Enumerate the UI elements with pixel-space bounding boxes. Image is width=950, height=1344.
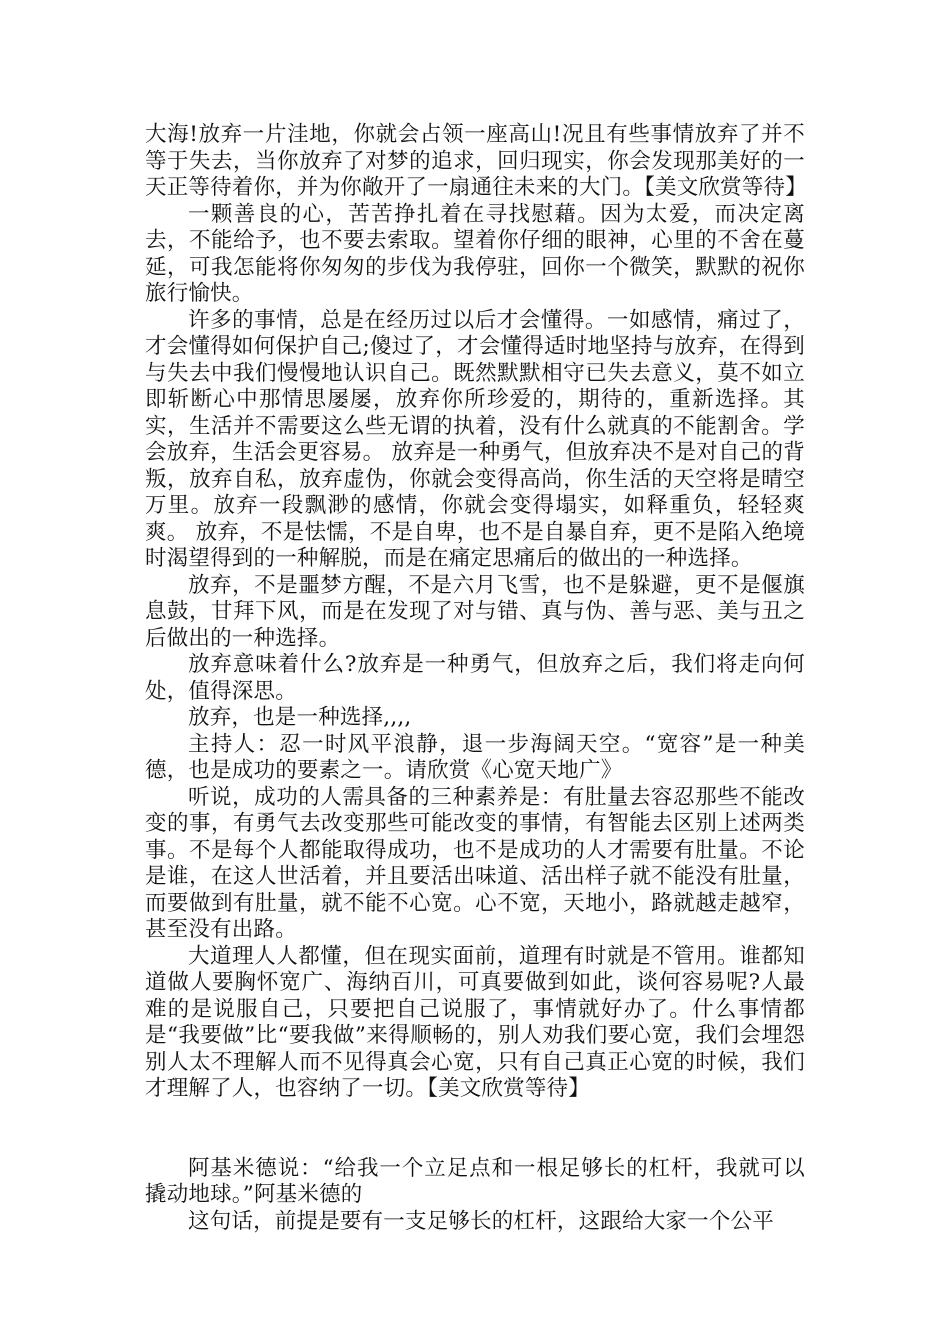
paragraph-7: 主持人：忍一时风平浪静，退一步海阔天空。“宽容”是一种美德，也是成功的要素之一。请欣赏《心宽天地广》: [145, 731, 805, 783]
paragraph-10: 阿基米德说：“给我一个立足点和一根足够长的杠杆，我就可以撬动地球。”阿基米德的: [145, 1155, 805, 1207]
paragraph-6: 放弃，也是一种选择,,,,: [188, 705, 412, 730]
paragraph-8: 听说，成功的人需具备的三种素养是：有肚量去容忍那些不能改变的事，有勇气去改变那些可能改变的事情，有智能去区别上述两类事。不是每个人都能取得成功，也不是成功的人才需要有肚量。不论是谁，在这人世活着，并且要活出味道、活出样子就不能没有肚量，而要做到有肚量，就不能不心宽。心不宽，天地小，路就越走越窄，甚至没有出路。: [145, 784, 805, 942]
paragraph-3: 许多的事情，总是在经历过以后才会懂得。一如感情，痛过了，才会懂得如何保护自己;傻过了，才会懂得适时地坚持与放弃，在得到与失去中我们慢慢地认识自己。既然默默相守已失去意义，莫不如立即斩断心中那情思屡屡，放弃你所珍爱的，期待的，重新选择。其实，生活并不需要这么些无谓的执着，没有什么就真的不能割舍。学会放弃，生活会更容易。 放弃是一种勇气，但放弃决不是对自己的背叛，放弃自私，放弃虚伪，你就会变得高尚，你生活的天空将是晴空万里。放弃一段飘渺的感情，你就会变得塌实，如释重负，轻轻爽爽。 放弃，不是怯懦，不是自卑，也不是自暴自弃，更不是陷入绝境时渴望得到的一种解脱，而是在痛定思痛后的做出的一种选择。: [145, 307, 805, 571]
document-body: [145, 122, 805, 1235]
paragraph-9: 大道理人人都懂，但在现实面前，道理有时就是不管用。谁都知道做人要胸怀宽广、海纳百川，可真要做到如此，谈何容易呢?人最难的是说服自己，只要把自己说服了，事情就好办了。什么事情都是“我要做”比“要我做”来得顺畅的，别人劝我们要心宽，我们会埋怨别人太不理解人而不见得真会心宽，只有自己真正心宽的时候，我们才理解了人，也容纳了一切。【美文欣赏等待】: [145, 943, 805, 1101]
blank-gap: [145, 1103, 805, 1156]
paragraph-1: 大海!放弃一片洼地，你就会占领一座高山!况且有些事情放弃了并不等于失去，当你放弃了对梦的追求，回归现实，你会发现那美好的一天正等待着你，并为你敞开了一扇通往未来的大门。【美文欣赏等待】: [145, 122, 807, 200]
paragraph-4: 放弃，不是噩梦方醒，不是六月飞雪，也不是躲避，更不是偃旗息鼓，甘拜下风，而是在发现了对与错、真与伪、善与恶、美与丑之后做出的一种选择。: [145, 572, 805, 651]
paragraph-11: 这句话，前提是要有一支足够长的杠杆，这跟给大家一个公平: [188, 1208, 774, 1234]
paragraph-5: 放弃意味着什么?放弃是一种勇气，但放弃之后，我们将走向何处，值得深思。: [145, 652, 805, 704]
paragraph-2: 一颗善良的心，苦苦挣扎着在寻找慰藉。因为太爱，而决定离去，不能给予，也不要去索取。望着你仔细的眼神，心里的不舍在蔓延，可我怎能将你匆匆的步伐为我停驻，回你一个微笑，默默的祝你旅行愉快。: [145, 201, 805, 306]
